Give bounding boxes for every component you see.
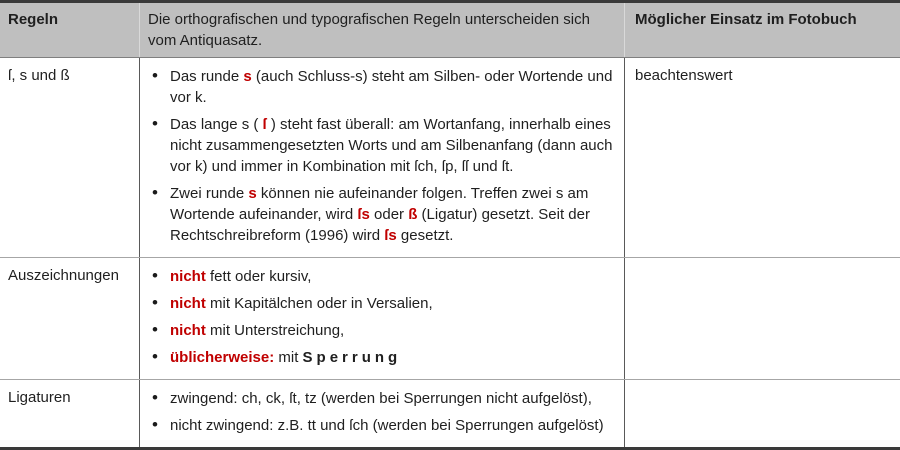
header-cell-description: Die orthografischen und typografischen Regeln unterscheiden sich vom Antiquasatz. [140, 3, 625, 57]
rules-cell-auszeichnungen [140, 258, 625, 379]
table-header-row [0, 3, 900, 58]
row-label-s-rules: ſ, s und ß [0, 58, 140, 257]
bullet-list-s-rules [144, 66, 616, 246]
bullet-item: • nicht zwingend: z.B. tt und ſch (werden bei Sperrungen aufgelöst) [144, 415, 616, 436]
header-cell-regeln: Regeln [0, 3, 140, 57]
table-row-s-rules [0, 58, 900, 258]
bullet-item: • Das lange s ( ſ ) steht fast überall: am Wortanfang, innerhalb eines nicht zusammengesetzten Worts und am Silbenanfang (dann auch vor k) und immer in Kombination mit ſch, ſp, ſſ und ſt. [144, 114, 616, 177]
table-row-ligaturen [0, 380, 900, 447]
bullet-list-auszeichnungen [144, 266, 616, 368]
rules-cell-s-rules [140, 58, 625, 257]
bullet-item: • üblicherweise: mit Sperrung [144, 347, 616, 368]
header-cell-fotobuch: Möglicher Einsatz im Fotobuch [635, 11, 857, 28]
bullet-item: • Das runde s (auch Schluss-s) steht am Silben- oder Wortende und vor k. [144, 66, 616, 108]
note-cell-s-rules: beachtenswert [635, 67, 733, 84]
bullet-list-ligaturen [144, 388, 616, 436]
bullet-item: • Zwei runde s können nie aufeinander folgen. Treffen zwei s am Wortende aufeinander, wird ſs oder ß (Ligatur) gesetzt. Seit der Rechtschreibreform (1996) wird ſs gesetzt. [144, 183, 616, 246]
row-label-auszeichnungen: Auszeichnungen [0, 258, 140, 379]
rules-cell-ligaturen [140, 380, 625, 447]
note-cell-auszeichnungen [625, 258, 900, 379]
note-cell-ligaturen [625, 380, 900, 447]
row-label-ligaturen: Ligaturen [0, 380, 140, 447]
table-row-auszeichnungen [0, 258, 900, 380]
bullet-item: • zwingend: ch, ck, ſt, tz (werden bei Sperrungen nicht aufgelöst), [144, 388, 616, 409]
bullet-item: • nicht mit Kapitälchen oder in Versalien, [144, 293, 616, 314]
bullet-item: • nicht mit Unterstreichung, [144, 320, 616, 341]
bullet-item: • nicht fett oder kursiv, [144, 266, 616, 287]
